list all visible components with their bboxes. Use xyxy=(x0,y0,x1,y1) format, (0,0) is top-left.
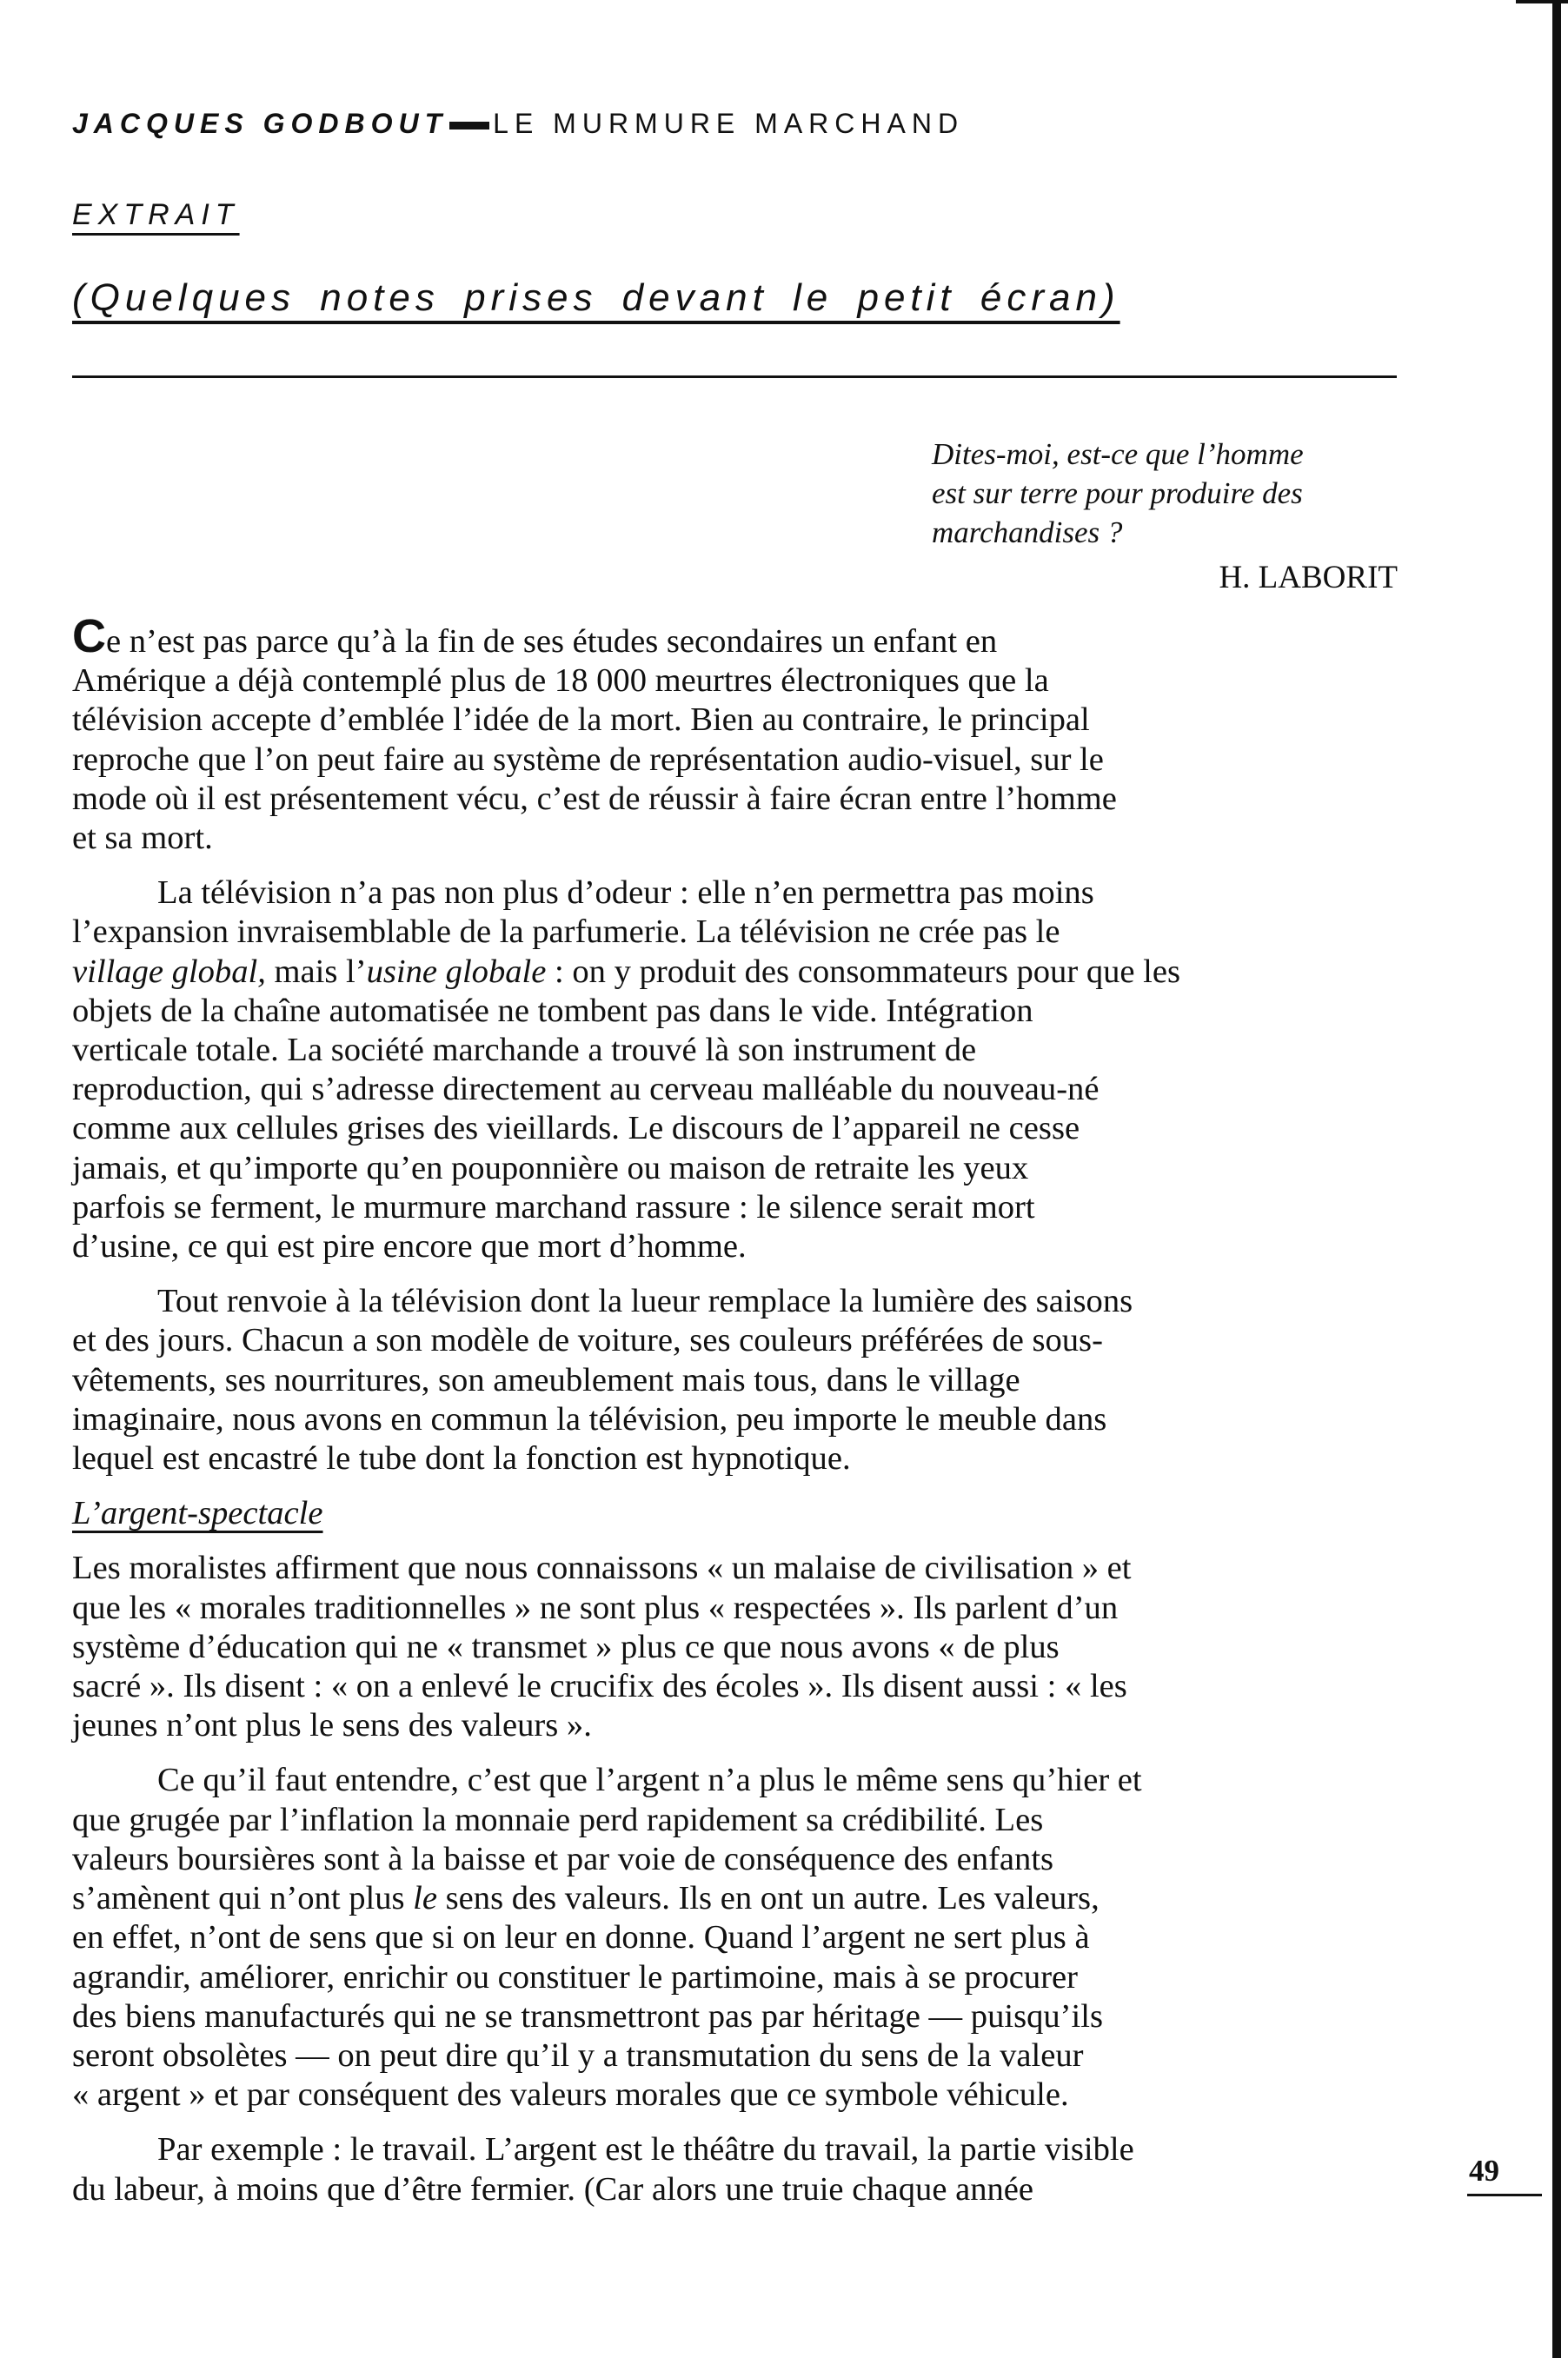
text-line: agrandir, améliorer, enrichir ou constituer le partimoine, mais à se procurer xyxy=(72,1958,1079,1996)
page-edge-tick xyxy=(1516,0,1568,3)
page-edge-border xyxy=(1552,0,1561,2358)
epigraph-author: H. LABORIT xyxy=(1219,560,1398,595)
page-number-rule xyxy=(1467,2194,1542,2196)
text-line: d’usine, ce qui est pire encore que mort d’homme. xyxy=(72,1228,747,1265)
text-line: que les « morales traditionnelles » ne sont plus « respectées ». Ils parlent d’un xyxy=(72,1589,1119,1626)
text-line: système d’éducation qui ne « transmet » plus ce que nous avons « de plus xyxy=(72,1628,1060,1665)
text-fragment: mais l’ xyxy=(265,953,367,990)
text-line: mode où il est présentement vécu, c’est de réussir à faire écran entre l’homme xyxy=(72,780,1117,817)
text-line: Ce qu’il faut entendre, c’est que l’argent n’a plus le même sens qu’hier et xyxy=(157,1762,1142,1799)
text-fragment: s’amènent qui n’ont plus xyxy=(72,1880,414,1917)
emphasis-usine-globale: usine globale xyxy=(366,953,547,990)
paragraph-3 xyxy=(72,1282,1411,1478)
text-line: du labeur, à moins que d’être fermier. (Car alors une truie chaque année xyxy=(72,2170,1034,2208)
header-author: JACQUES GODBOUT xyxy=(72,108,448,139)
text-line: télévision accepte d’emblée l’idée de la mort. Bien au contraire, le principal xyxy=(72,701,1090,739)
text-line: jeunes n’ont plus le sens des valeurs ». xyxy=(72,1707,592,1744)
text-line: imaginaire, nous avons en commun la télévision, peu importe le meuble dans xyxy=(72,1400,1107,1438)
text-fragment: : on y produit des consommateurs pour que les xyxy=(546,953,1181,990)
text-line: Les moralistes affirment que nous connaissons « un malaise de civilisation » et xyxy=(72,1550,1132,1587)
section-title: L’argent-spectacle xyxy=(72,1495,323,1532)
epigraph-line: Dites-moi, est-ce que l’homme xyxy=(932,437,1304,471)
text-line: Amérique a déjà contemplé plus de 18 000 meurtres électroniques que la xyxy=(72,662,1049,700)
text-line: Par exemple : le travail. L’argent est le théâtre du travail, la partie visible xyxy=(157,2131,1134,2169)
text-line: « argent » et par conséquent des valeurs morales que ce symbole véhicule. xyxy=(72,2076,1069,2114)
epigraph xyxy=(932,435,1401,552)
text-line: l’expansion invraisemblable de la parfumerie. La télévision ne crée pas le xyxy=(72,913,1060,951)
text-line: parfois se ferment, le murmure marchand rassure : le silence serait mort xyxy=(72,1188,1035,1225)
section-heading xyxy=(72,1494,1411,1533)
page-number: 49 xyxy=(1469,2154,1499,2188)
emphasis-le: le xyxy=(413,1880,437,1917)
running-header xyxy=(72,108,964,140)
header-title: LE MURMURE MARCHAND xyxy=(493,108,965,139)
header-rule xyxy=(72,375,1397,378)
drop-cap: C xyxy=(72,610,106,662)
text-line: Tout renvoie à la télévision dont la lueur remplace la lumière des saisons xyxy=(157,1283,1133,1320)
text-line: que grugée par l’inflation la monnaie perd rapidement sa crédibilité. Les xyxy=(72,1801,1044,1838)
text-fragment: sens des valeurs. Ils en ont un autre. Les valeurs, xyxy=(437,1880,1100,1917)
text-line: lequel est encastré le tube dont la fonction est hypnotique. xyxy=(72,1440,851,1478)
text-line: jamais, et qu’importe qu’en pouponnière ou maison de retraite les yeux xyxy=(72,1149,1029,1186)
extrait-label: EXTRAIT xyxy=(72,198,240,231)
text-line: reproche que l’on peut faire au système de représentation audio-visuel, sur le xyxy=(72,741,1104,778)
text-line: e n’est pas parce qu’à la fin de ses études secondaires un enfant en xyxy=(106,623,998,660)
text-line: vêtements, ses nourritures, son ameublement mais tous, dans le village xyxy=(72,1361,1020,1398)
text-line: en effet, n’ont de sens que si on leur en donne. Quand l’argent ne sert plus à xyxy=(72,1919,1090,1956)
text-line: sacré ». Ils disent : « on a enlevé le crucifix des écoles ». Ils disent aussi : « les xyxy=(72,1668,1127,1705)
text-line: valeurs boursières sont à la baisse et par voie de conséquence des enfants xyxy=(72,1840,1054,1877)
epigraph-line: est sur terre pour produire des xyxy=(932,476,1303,510)
emphasis-village-global: village global, xyxy=(72,953,266,990)
text-line: seront obsolètes — on peut dire qu’il y a transmutation du sens de la valeur xyxy=(72,2036,1084,2074)
paragraph-1 xyxy=(72,610,1411,858)
text-line: reproduction, qui s’adresse directement au cerveau malléable du nouveau-né xyxy=(72,1071,1100,1108)
paragraph-5 xyxy=(72,1761,1411,2115)
paragraph-6 xyxy=(72,2130,1411,2209)
text-line: objets de la chaîne automatisée ne tombent pas dans le vide. Intégration xyxy=(72,992,1033,1029)
article-body xyxy=(72,610,1411,2209)
article-subtitle: (Quelques notes prises devant le petit écran) xyxy=(72,276,1120,319)
text-line: comme aux cellules grises des vieillards. Le discours de l’appareil ne cesse xyxy=(72,1110,1080,1147)
text-line: et des jours. Chacun a son modèle de voiture, ses couleurs préférées de sous- xyxy=(72,1322,1103,1359)
text-line: et sa mort. xyxy=(72,820,213,857)
text-line: des biens manufacturés qui ne se transmettront pas par héritage — puisqu’ils xyxy=(72,1997,1103,2035)
text-line: La télévision n’a pas non plus d’odeur : elle n’en permettra pas moins xyxy=(157,874,1094,912)
paragraph-2 xyxy=(72,873,1411,1266)
epigraph-line: marchandises ? xyxy=(932,515,1123,549)
header-separator xyxy=(449,122,489,130)
paragraph-4 xyxy=(72,1549,1411,1745)
text-line: verticale totale. La société marchande a trouvé là son instrument de xyxy=(72,1032,977,1069)
